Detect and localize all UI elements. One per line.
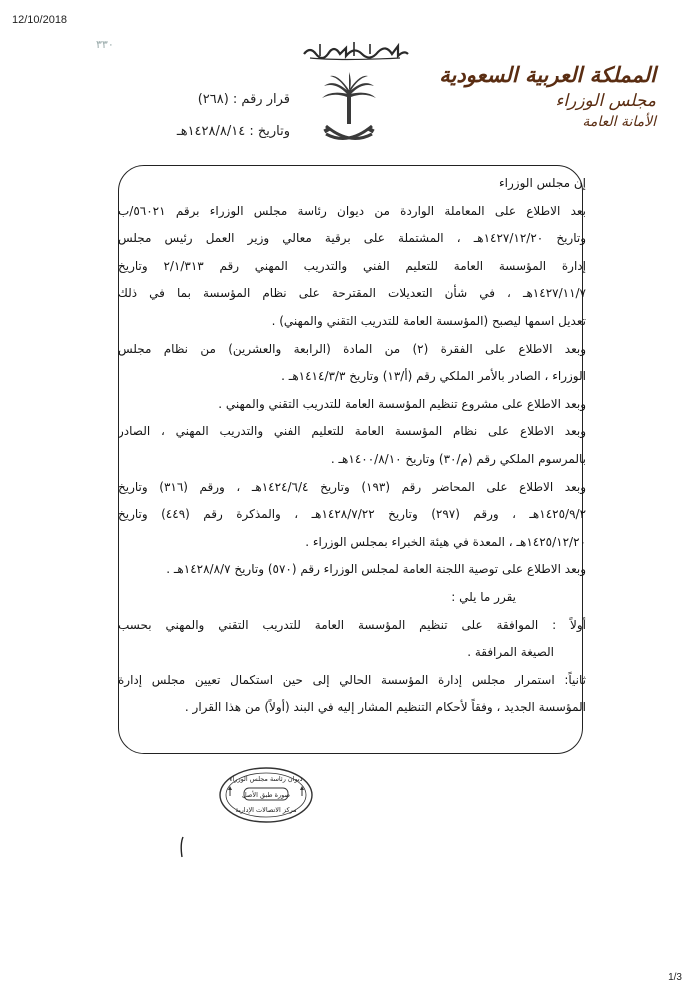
decision-item-second-cont: المؤسسة الجديد ، وفقاً لأحكام التنظيم المشار إليه في البند (أولاً) من هذا القرار . xyxy=(184,700,586,715)
decision-item-first-cont: الصيغة المرافقة . xyxy=(467,645,554,660)
body-line: إدارة المؤسسة العامة للتعليم الفني والتدريب المهني رقم ٢/١/٣١٣ وتاريخ xyxy=(118,258,586,273)
body-line: وتاريخ ١٤٢٧/١٢/٢٠هـ ، المشتملة على برقية معالي وزير العمل رئيس مجلس xyxy=(118,231,586,246)
body-line: وبعد الاطلاع على مشروع تنظيم المؤسسة العامة للتدريب التقني والمهني . xyxy=(218,396,586,411)
body-line: ١٤٢٥/٩/٢هـ ، ورقم (٢٩٧) وتاريخ ١٤٢٨/٧/٢٢هـ ، والمذكرة رقم (٤٤٩) وتاريخ xyxy=(118,507,586,522)
official-stamp xyxy=(218,766,314,824)
body-line: ١٤٢٥/١٢/٢٠هـ ، المعدة في هيئة الخبراء بمجلس الوزراء . xyxy=(305,534,586,549)
decision-item-second: ثانياً: استمرار مجلس إدارة المؤسسة الحالي إلى حين استكمال تعيين مجلس إدارة xyxy=(118,672,586,687)
decision-heading: يقرر ما يلي : xyxy=(451,589,516,604)
council-title: مجلس الوزراء xyxy=(555,91,656,111)
signature-mark xyxy=(178,836,186,858)
letterhead xyxy=(439,62,656,132)
body-line: ١٤٢٧/١١/٧هـ ، في شأن التعديلات المقترحة على نظام المؤسسة بما في ذلك xyxy=(118,286,586,301)
body-line: الوزراء ، الصادر بالأمر الملكي رقم (أ/١٣) وتاريخ ١٤١٤/٣/٣هـ . xyxy=(281,369,586,384)
kingdom-title: المملكة العربية السعودية xyxy=(439,62,656,87)
body-line: تعديل اسمها ليصبح (المؤسسة العامة للتدريب التقني والمهني) . xyxy=(271,313,586,328)
body-line: بالمرسوم الملكي رقم (م/٣٠) وتاريخ ١٤٠٠/٨/١٠هـ . xyxy=(330,451,586,466)
stamp-center: مركز الاتصالات الإدارية xyxy=(235,806,297,814)
decision-reference xyxy=(150,84,290,148)
opening-line: إن مجلس الوزراء xyxy=(499,176,586,190)
stamp-office: ديوان رئاسة مجلس الوزراء xyxy=(229,775,303,783)
decision-body xyxy=(118,170,586,722)
body-line: وبعد الاطلاع على الفقرة (٢) من المادة (الرابعة والعشرين) من نظام مجلس xyxy=(118,341,586,356)
decision-item-first: أولاً : الموافقة على تنظيم المؤسسة العامة للتدريب التقني والمهني بحسب xyxy=(118,617,586,632)
page-number: 1/3 xyxy=(668,972,682,983)
basmala-calligraphy xyxy=(300,38,410,62)
stamp-label: صورة طبق الأصل xyxy=(241,791,291,799)
body-line: وبعد الاطلاع على توصية اللجنة العامة لمجلس الوزراء رقم (٥٧٠) وتاريخ ١٤٢٨/٨/٧هـ . xyxy=(166,562,586,577)
print-date: 12/10/2018 xyxy=(12,14,68,26)
body-line: بعد الاطلاع على المعاملة الواردة من ديوان رئاسة مجلس الوزراء برقم ٥٦٠٢١/ب xyxy=(118,203,586,218)
body-line: وبعد الاطلاع على نظام المؤسسة العامة للتعليم الفني والتدريب المهني ، الصادر xyxy=(118,424,586,439)
body-line: وبعد الاطلاع على المحاضر رقم (١٩٣) وتاريخ ١٤٢٤/٦/٤هـ ، ورقم (٣١٦) وتاريخ xyxy=(118,479,586,494)
corner-mark: ٣٣٠ xyxy=(96,39,114,51)
secretariat-title: الأمانة العامة xyxy=(582,114,656,130)
saudi-emblem-icon xyxy=(320,72,378,152)
decision-number: قرار رقم : (٢٦٨) xyxy=(197,92,290,107)
decision-date: وتاريخ : ١٤٢٨/٨/١٤هـ xyxy=(176,124,290,139)
